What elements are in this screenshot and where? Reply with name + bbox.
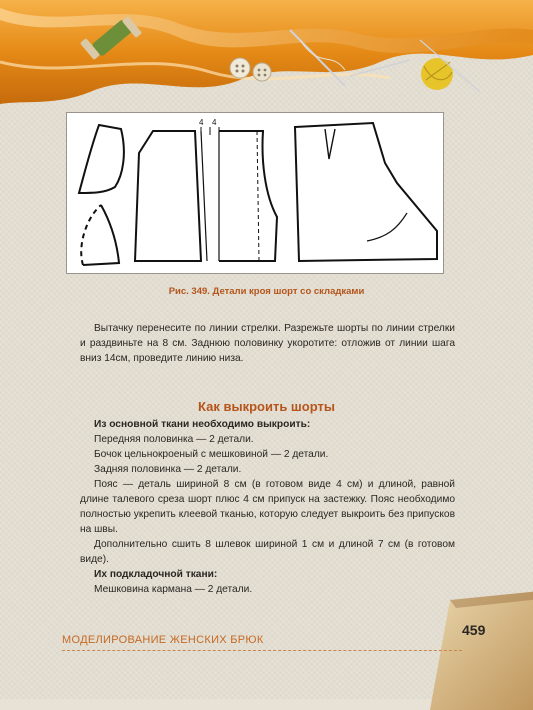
footer-divider <box>62 650 462 651</box>
list-item: Бочок цельнокроеный с мешковиной — 2 детали. <box>94 449 329 460</box>
pattern-piece-side-top <box>79 125 124 193</box>
pattern-piece-pocket <box>83 205 119 265</box>
list-item: Мешковина кармана — 2 детали. <box>94 584 253 595</box>
lining-title: Их подкладочной ткани: <box>94 569 218 580</box>
pattern-piece-front <box>135 131 201 261</box>
section-heading: Как выкроить шорты <box>198 399 335 414</box>
intro-paragraph: Вытачку перенесите по линии стрелки. Разрежьте шорты по линии стрелки и раздвиньте на 8 см. Заднюю половинку укоротите: отложив от линии шага вниз 14см, проведите линию низа. <box>80 323 455 364</box>
shorts-pattern-drawing <box>67 113 443 273</box>
figure-caption: Рис. 349. Детали кроя шорт со складками <box>168 286 365 297</box>
loops-paragraph: Дополнительно сшить 8 шлевок шириной 1 см и длиной 7 см (в готовом виде). <box>80 539 455 565</box>
list-item: Передняя половинка — 2 детали. <box>94 434 254 445</box>
belt-paragraph: Пояс — деталь шириной 8 см (в готовом виде 4 см) и длиной, равной длине талевого среза шорт плюс 4 см припуск на застежку. Пояс необходимо полностью укрепить клеевой тканью, которую следует выкроить без припусков на швы. <box>80 479 455 535</box>
dimension-label: 4 <box>212 118 217 127</box>
pattern-piece-front-right <box>219 131 277 261</box>
pattern-piece-back <box>295 123 437 261</box>
dimension-label: 4 <box>199 118 204 127</box>
silk-banner-illustration <box>0 0 533 110</box>
chapter-title: МОДЕЛИРОВАНИЕ ЖЕНСКИХ БРЮК <box>62 634 264 646</box>
list-item: Задняя половинка — 2 детали. <box>94 464 242 475</box>
main-fabric-title: Из основной ткани необходимо выкроить: <box>94 419 311 430</box>
page-number: 459 <box>462 622 486 638</box>
section-body <box>80 417 455 597</box>
pattern-figure <box>66 112 444 274</box>
